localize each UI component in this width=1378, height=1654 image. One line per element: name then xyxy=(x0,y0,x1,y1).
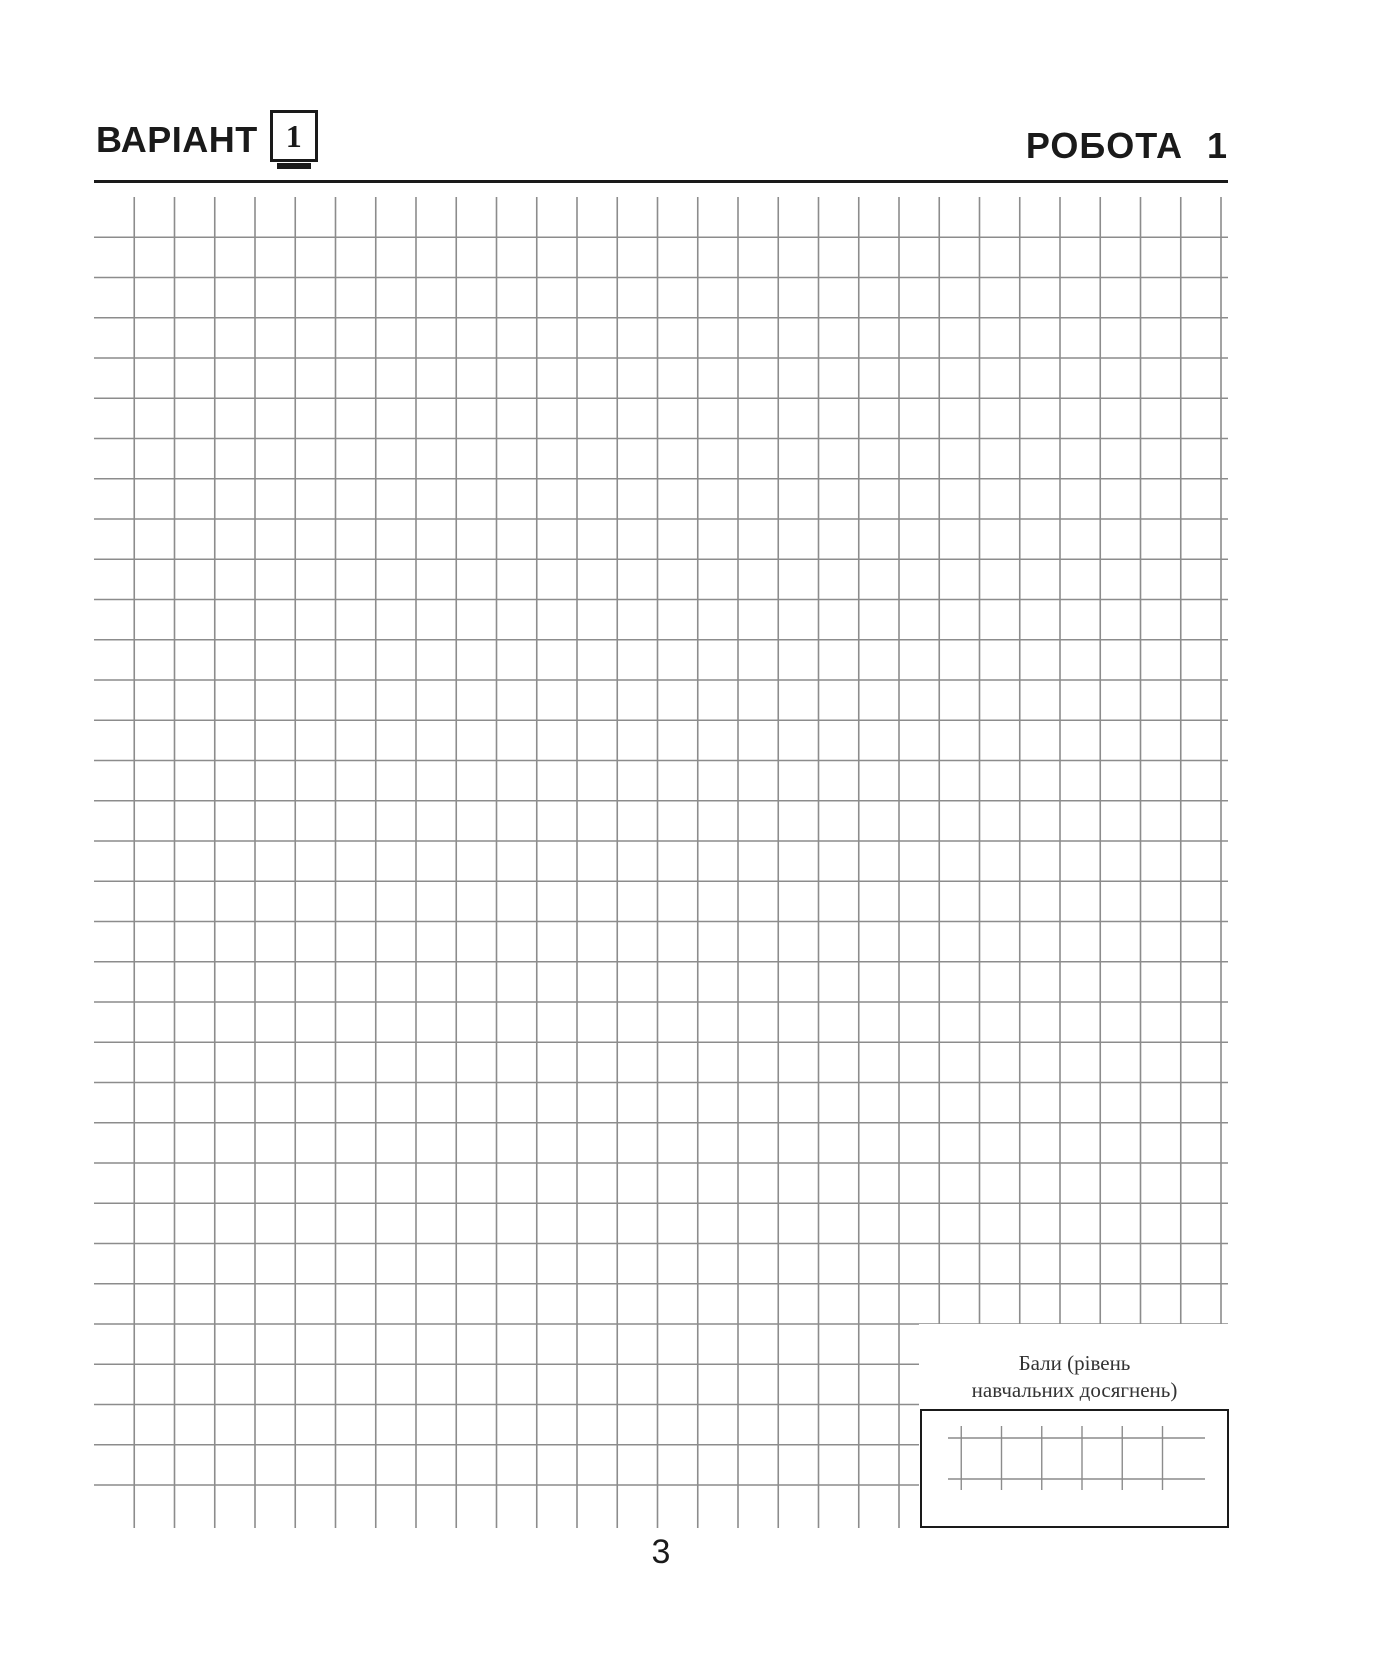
work-label: РОБОТА xyxy=(1025,125,1183,166)
variant-number: 1 xyxy=(285,118,302,154)
score-caption-line-1: Бали (рівень xyxy=(1018,1351,1131,1375)
score-caption-line-2: навчальних досягнень) xyxy=(971,1378,1178,1402)
page-number: 3 xyxy=(651,1533,671,1571)
score-box-caption xyxy=(921,1350,1228,1404)
variant-label: ВАРІАНТ xyxy=(96,119,258,160)
score-field xyxy=(921,1410,1228,1527)
work-number: 1 xyxy=(1206,125,1228,166)
